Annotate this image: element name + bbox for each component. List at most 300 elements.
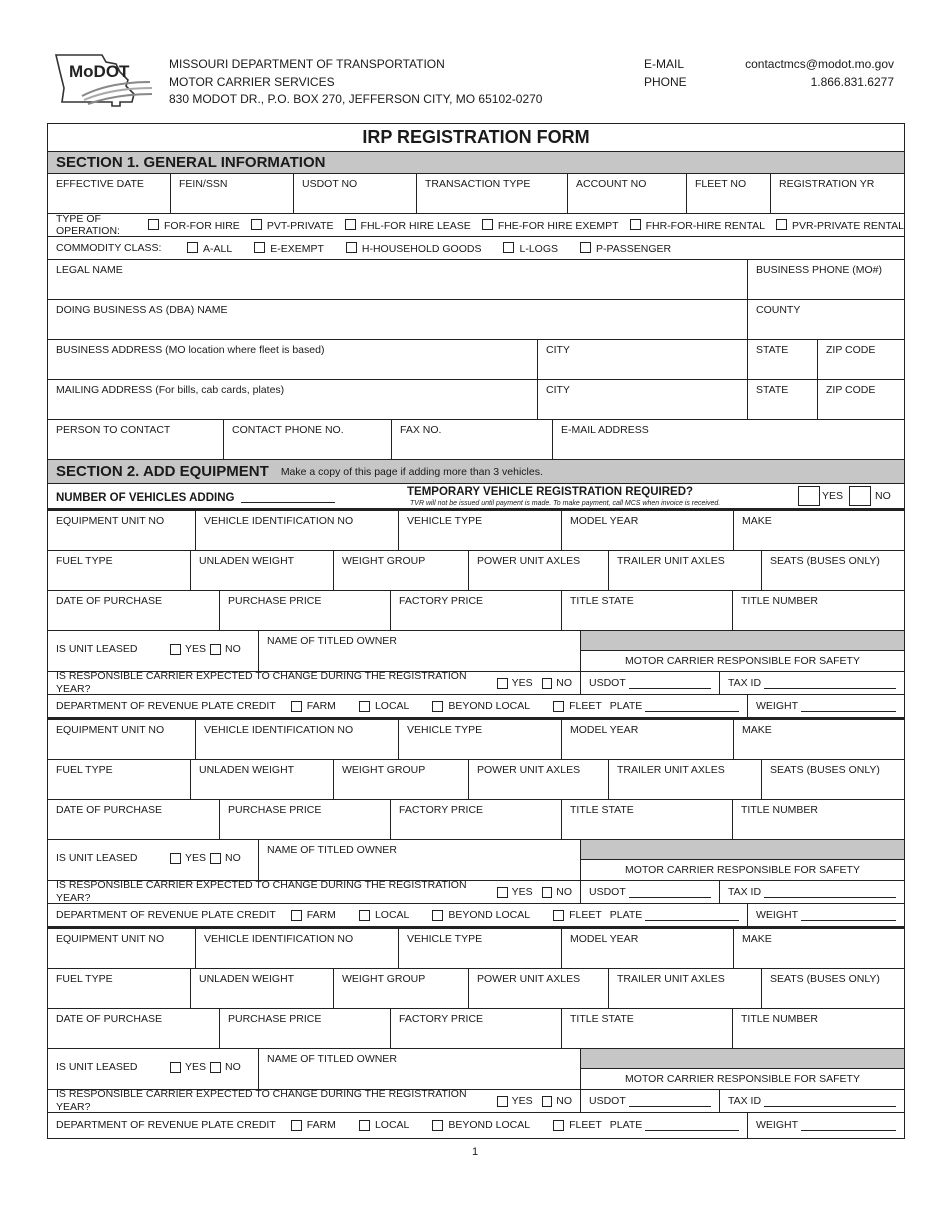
leased-no-label: NO (225, 1060, 241, 1073)
unit-leased (48, 840, 259, 880)
vehicle-row-5 (48, 881, 904, 904)
power-unit-axles-field[interactable] (469, 969, 609, 1008)
checkbox[interactable] (148, 219, 159, 230)
checkbox[interactable] (580, 242, 591, 253)
equipment-unit-field[interactable] (48, 929, 196, 968)
vin-field[interactable] (196, 511, 399, 550)
unit-leased (48, 1049, 259, 1089)
checkbox[interactable] (251, 219, 262, 230)
weight-label: WEIGHT (756, 699, 798, 712)
account-no-field[interactable] (568, 174, 687, 213)
option-label: P-PASSENGER (596, 242, 672, 255)
email-address-label: E-MAIL ADDRESS (561, 424, 649, 436)
equipment-unit-field[interactable] (48, 511, 196, 550)
form-title: IRP REGISTRATION FORM (48, 124, 904, 152)
model-year-label: MODEL YEAR (570, 724, 639, 736)
usdot-field (581, 672, 720, 694)
section2-subtitle: Make a copy of this page if adding more than 3 vehicles. (280, 465, 543, 478)
carrier-change-no-label: NO (556, 676, 572, 689)
vehicle-row-5 (48, 1090, 904, 1113)
checkbox[interactable] (503, 242, 514, 253)
dba-name-label: DOING BUSINESS AS (DBA) NAME (56, 304, 228, 316)
modot-logo (54, 52, 156, 108)
title-state-field[interactable] (562, 800, 733, 839)
tax-id-label: TAX ID (728, 885, 762, 898)
trailer-unit-axles-field[interactable] (609, 551, 762, 590)
leased-no-label: NO (225, 642, 241, 655)
tvr-question: TEMPORARY VEHICLE REGISTRATION REQUIRED? (407, 486, 694, 498)
date-of-purchase-field[interactable] (48, 1009, 220, 1048)
power-unit-axles-field[interactable] (469, 551, 609, 590)
checkbox[interactable] (630, 219, 641, 230)
plate-fleet-checkbox[interactable] (553, 1120, 564, 1131)
plate-input[interactable] (645, 910, 739, 921)
business-city-field[interactable] (538, 340, 748, 379)
fleet-no-label: FLEET NO (695, 178, 747, 190)
power-unit-axles-label: POWER UNIT AXLES (477, 764, 581, 776)
vehicle-type-field[interactable] (399, 720, 562, 759)
checkbox[interactable] (346, 242, 357, 253)
carrier-change-yes-label: YES (511, 885, 533, 898)
tvr-options (798, 486, 891, 506)
factory-price-label: FACTORY PRICE (399, 1013, 484, 1025)
plate-fleet-checkbox[interactable] (553, 910, 564, 921)
vehicle-row-2 (48, 969, 904, 1009)
operation-type-label: TYPE OF OPERATION: (56, 213, 120, 237)
leased-no-checkbox[interactable] (210, 1062, 221, 1073)
state-label: STATE (756, 344, 789, 356)
option-label: A-ALL (203, 242, 233, 255)
plate-farm-checkbox[interactable] (291, 1120, 302, 1131)
commodity-class-row (48, 237, 904, 260)
dba-row (48, 300, 904, 340)
fleet-no-field[interactable] (687, 174, 771, 213)
carrier-change (48, 672, 581, 694)
contact-phone-field[interactable] (224, 420, 392, 459)
tvr-yes-label: YES (822, 490, 844, 502)
plate-farm-checkbox[interactable] (291, 910, 302, 921)
vehicle-row-1 (48, 929, 904, 969)
usdot-field[interactable] (294, 174, 417, 213)
unladen-weight-field[interactable] (191, 969, 334, 1008)
title-state-label: TITLE STATE (570, 595, 634, 607)
plate-local-checkbox[interactable] (359, 1120, 370, 1131)
email-value[interactable]: contactmcs@modot.mo.gov (745, 57, 894, 71)
num-vehicles-input[interactable] (241, 502, 335, 503)
fuel-type-field[interactable] (48, 969, 191, 1008)
leased-no-label: NO (225, 851, 241, 864)
carrier-safety-shading (581, 840, 904, 860)
checkbox[interactable] (482, 219, 493, 230)
make-label: MAKE (742, 933, 772, 945)
weight-field (748, 1113, 904, 1138)
title-number-label: TITLE NUMBER (741, 1013, 819, 1025)
titled-owner-field[interactable] (259, 1049, 581, 1089)
carrier-change (48, 1090, 581, 1112)
option-label: FHR-FOR-HIRE RENTAL (645, 219, 765, 232)
titled-owner-field[interactable] (259, 631, 581, 671)
plate-input[interactable] (645, 701, 739, 712)
title-number-field[interactable] (733, 1009, 904, 1048)
carrier-change-yes-checkbox[interactable] (497, 678, 508, 689)
legal-name-row (48, 260, 904, 300)
fuel-type-field[interactable] (48, 551, 191, 590)
plate-credit-label: DEPARTMENT OF REVENUE PLATE CREDIT (56, 699, 276, 712)
model-year-field[interactable] (562, 511, 734, 550)
effective-date-label: EFFECTIVE DATE (56, 178, 144, 190)
carrier-safety-header (581, 840, 904, 880)
vehicle-row-6 (48, 695, 904, 720)
title-state-field[interactable] (562, 591, 733, 630)
dba-name-field[interactable] (48, 300, 748, 339)
tvr-no-checkbox[interactable] (849, 486, 871, 506)
plate-input[interactable] (645, 1120, 739, 1131)
mailing-address-field[interactable] (48, 380, 538, 419)
vin-label: VEHICLE IDENTIFICATION NO (204, 933, 354, 945)
make-field[interactable] (734, 929, 904, 968)
commodity-class-label: COMMODITY CLASS: (56, 242, 162, 254)
county-field[interactable] (748, 300, 904, 339)
fuel-type-label: FUEL TYPE (56, 555, 113, 567)
agency-address (169, 56, 542, 109)
checkbox[interactable] (254, 242, 265, 253)
usdot-input[interactable] (629, 678, 711, 689)
unit-leased-label: IS UNIT LEASED (56, 1060, 138, 1073)
vehicle-row-5 (48, 672, 904, 695)
fax-field[interactable] (392, 420, 553, 459)
weight-group-field[interactable] (334, 969, 469, 1008)
carrier-change-yes-checkbox[interactable] (497, 1096, 508, 1107)
plate-farm-checkbox[interactable] (291, 701, 302, 712)
titled-owner-label: NAME OF TITLED OWNER (267, 635, 397, 647)
tax-id-input[interactable] (764, 678, 896, 689)
leased-yes-checkbox[interactable] (170, 853, 181, 864)
title-number-label: TITLE NUMBER (741, 595, 819, 607)
carrier-change-label: IS RESPONSIBLE CARRIER EXPECTED TO CHANGE DURING THE REGISTRATION YEAR? (56, 670, 467, 695)
vehicle-type-field[interactable] (399, 511, 562, 550)
unladen-weight-field[interactable] (191, 760, 334, 799)
tax-id-input[interactable] (764, 887, 896, 898)
unit-leased-label: IS UNIT LEASED (56, 851, 138, 864)
option-label: H-HOUSEHOLD GOODS (361, 242, 482, 255)
option-label: FOR-FOR HIRE (163, 219, 240, 232)
factory-price-field[interactable] (391, 800, 562, 839)
logo-text: MoDOT (69, 62, 130, 81)
carrier-change-label: IS RESPONSIBLE CARRIER EXPECTED TO CHANGE DURING THE REGISTRATION YEAR? (56, 1088, 467, 1113)
title-state-label: TITLE STATE (570, 1013, 634, 1025)
plate-credit (48, 695, 748, 717)
purchase-price-field[interactable] (220, 1009, 391, 1048)
vehicle-row-1 (48, 720, 904, 760)
usdot-label: USDOT NO (302, 178, 358, 190)
vehicle-row-6 (48, 1113, 904, 1138)
vehicle-type-label: VEHICLE TYPE (407, 724, 483, 736)
date-of-purchase-field[interactable] (48, 591, 220, 630)
fein-field[interactable] (171, 174, 294, 213)
plate-local-checkbox[interactable] (359, 701, 370, 712)
leased-yes-checkbox[interactable] (170, 1062, 181, 1073)
page-number: 1 (471, 1146, 479, 1158)
vehicle-row-3 (48, 591, 904, 631)
option-label: PVR-PRIVATE RENTAL (791, 219, 904, 232)
transaction-type-label: TRANSACTION TYPE (425, 178, 531, 190)
plate-local-label: LOCAL (374, 908, 410, 921)
make-label: MAKE (742, 724, 772, 736)
title-number-field[interactable] (733, 591, 904, 630)
checkbox[interactable] (345, 219, 356, 230)
plate-beyond-local-checkbox[interactable] (432, 1120, 443, 1131)
leased-no-checkbox[interactable] (210, 644, 221, 655)
leased-yes-checkbox[interactable] (170, 644, 181, 655)
date-of-purchase-field[interactable] (48, 800, 220, 839)
trailer-unit-axles-label: TRAILER UNIT AXLES (617, 973, 725, 985)
option-label: PVT-PRIVATE (266, 219, 334, 232)
usdot-input[interactable] (629, 887, 711, 898)
person-to-contact-field[interactable] (48, 420, 224, 459)
seats-label: SEATS (BUSES ONLY) (770, 973, 880, 985)
vehicle-count-row (48, 484, 904, 511)
plate-farm-label: FARM (306, 908, 336, 921)
vehicle-block (48, 929, 904, 1138)
vehicle-row-6 (48, 904, 904, 929)
plate-local-label: LOCAL (374, 699, 410, 712)
purchase-price-field[interactable] (220, 800, 391, 839)
vehicle-row-4 (48, 1049, 904, 1090)
tvr-yes-checkbox[interactable] (798, 486, 820, 506)
purchase-price-field[interactable] (220, 591, 391, 630)
weight-group-field[interactable] (334, 551, 469, 590)
registration-yr-field[interactable] (771, 174, 904, 213)
trailer-unit-axles-label: TRAILER UNIT AXLES (617, 555, 725, 567)
contact-values (745, 56, 894, 91)
leased-yes-label: YES (185, 851, 207, 864)
registration-yr-label: REGISTRATION YR (779, 178, 875, 190)
unladen-weight-field[interactable] (191, 551, 334, 590)
carrier-change-yes-checkbox[interactable] (497, 887, 508, 898)
agency-name: MISSOURI DEPARTMENT OF TRANSPORTATION (169, 57, 445, 71)
business-zip-field[interactable] (818, 340, 904, 379)
purchase-price-label: PURCHASE PRICE (228, 595, 322, 607)
account-no-label: ACCOUNT NO (576, 178, 647, 190)
tax-id-input[interactable] (764, 1096, 896, 1107)
mailing-address-label: MAILING ADDRESS (For bills, cab cards, plates) (56, 384, 285, 396)
unit-leased (48, 631, 259, 671)
irp-form (47, 123, 905, 1139)
unladen-weight-label: UNLADEN WEIGHT (199, 555, 295, 567)
plate-fleet-checkbox[interactable] (553, 701, 564, 712)
section2-title: SECTION 2. ADD EQUIPMENT (56, 463, 269, 480)
weight-group-label: WEIGHT GROUP (342, 973, 426, 985)
leased-no-checkbox[interactable] (210, 853, 221, 864)
vehicle-type-field[interactable] (399, 929, 562, 968)
unit-leased-label: IS UNIT LEASED (56, 642, 138, 655)
usdot-field (581, 881, 720, 903)
plate-fleet-label: FLEET (569, 699, 602, 712)
make-field[interactable] (734, 720, 904, 759)
business-address-field[interactable] (48, 340, 538, 379)
mailing-state-field[interactable] (748, 380, 818, 419)
unladen-weight-label: UNLADEN WEIGHT (199, 973, 295, 985)
phone-label: PHONE (644, 74, 687, 89)
model-year-label: MODEL YEAR (570, 515, 639, 527)
title-state-field[interactable] (562, 1009, 733, 1048)
section2-header (48, 460, 904, 484)
city-label: CITY (546, 344, 570, 356)
power-unit-axles-field[interactable] (469, 760, 609, 799)
carrier-safety-header (581, 631, 904, 671)
seats-field[interactable] (762, 551, 904, 590)
vehicle-type-label: VEHICLE TYPE (407, 933, 483, 945)
carrier-safety-label: MOTOR CARRIER RESPONSIBLE FOR SAFETY (625, 1072, 860, 1085)
vehicle-row-2 (48, 551, 904, 591)
tax-id-field (720, 1090, 904, 1112)
plate-local-checkbox[interactable] (359, 910, 370, 921)
mailing-zip-field[interactable] (818, 380, 904, 419)
section1-title: SECTION 1. GENERAL INFORMATION (56, 154, 326, 171)
seats-field[interactable] (762, 760, 904, 799)
weight-input[interactable] (801, 701, 896, 712)
business-phone-field[interactable] (748, 260, 904, 299)
checkbox[interactable] (187, 242, 198, 253)
vehicle-block (48, 720, 904, 929)
titled-owner-label: NAME OF TITLED OWNER (267, 844, 397, 856)
option-label: E-EXEMPT (270, 242, 324, 255)
equipment-unit-label: EQUIPMENT UNIT NO (56, 933, 165, 945)
mailing-address-row (48, 380, 904, 420)
plate-credit (48, 904, 748, 926)
model-year-field[interactable] (562, 720, 734, 759)
vin-label: VEHICLE IDENTIFICATION NO (204, 515, 354, 527)
plate-beyond-local-checkbox[interactable] (432, 701, 443, 712)
equipment-unit-field[interactable] (48, 720, 196, 759)
city-label: CITY (546, 384, 570, 396)
weight-label: WEIGHT (756, 1119, 798, 1131)
num-vehicles (56, 492, 335, 504)
titled-owner-field[interactable] (259, 840, 581, 880)
factory-price-field[interactable] (391, 1009, 562, 1048)
weight-input[interactable] (801, 1120, 896, 1131)
vin-label: VEHICLE IDENTIFICATION NO (204, 724, 354, 736)
carrier-change-no-checkbox[interactable] (542, 1096, 553, 1107)
factory-price-label: FACTORY PRICE (399, 595, 484, 607)
trailer-unit-axles-label: TRAILER UNIT AXLES (617, 764, 725, 776)
business-state-field[interactable] (748, 340, 818, 379)
vehicle-row-3 (48, 800, 904, 840)
vin-field[interactable] (196, 720, 399, 759)
make-field[interactable] (734, 511, 904, 550)
plate-local-label: LOCAL (374, 1119, 410, 1131)
carrier-change-no-label: NO (556, 885, 572, 898)
carrier-safety-shading (581, 1049, 904, 1069)
weight-field (748, 904, 904, 926)
usdot-input[interactable] (629, 1096, 711, 1107)
plate-credit (48, 1113, 748, 1138)
tvr-no-label: NO (875, 490, 891, 502)
leased-yes-label: YES (185, 1060, 207, 1073)
state-label: STATE (756, 384, 789, 396)
zip-label: ZIP CODE (826, 384, 876, 396)
mailing-city-field[interactable] (538, 380, 748, 419)
email-address-field[interactable] (553, 420, 904, 459)
weight-group-field[interactable] (334, 760, 469, 799)
vehicle-row-4 (48, 631, 904, 672)
usdot-label: USDOT (589, 885, 626, 898)
vehicle-row-1 (48, 511, 904, 551)
email-label: E-MAIL (644, 57, 685, 71)
seats-label: SEATS (BUSES ONLY) (770, 555, 880, 567)
effective-date-field[interactable] (48, 174, 171, 213)
tax-id-field (720, 881, 904, 903)
carrier-change (48, 881, 581, 903)
title-number-field[interactable] (733, 800, 904, 839)
fuel-type-field[interactable] (48, 760, 191, 799)
date-of-purchase-label: DATE OF PURCHASE (56, 804, 162, 816)
business-address-label: BUSINESS ADDRESS (MO location where fleet is based) (56, 344, 325, 356)
contact-row (48, 420, 904, 460)
titled-owner-label: NAME OF TITLED OWNER (267, 1053, 397, 1065)
operation-type-row (48, 214, 904, 237)
county-label: COUNTY (756, 304, 801, 316)
vehicle-type-label: VEHICLE TYPE (407, 515, 483, 527)
carrier-safety-shading (581, 631, 904, 651)
plate-label: PLATE (609, 908, 643, 921)
legal-name-field[interactable] (48, 260, 748, 299)
carrier-safety-header (581, 1049, 904, 1089)
carrier-change-no-checkbox[interactable] (542, 678, 553, 689)
leased-yes-label: YES (185, 642, 207, 655)
factory-price-field[interactable] (391, 591, 562, 630)
plate-beyond-local-checkbox[interactable] (432, 910, 443, 921)
carrier-safety-label: MOTOR CARRIER RESPONSIBLE FOR SAFETY (625, 654, 860, 667)
unladen-weight-label: UNLADEN WEIGHT (199, 764, 295, 776)
tax-id-field (720, 672, 904, 694)
zip-label: ZIP CODE (826, 344, 876, 356)
option-label: FHE-FOR HIRE EXEMPT (497, 219, 619, 232)
fuel-type-label: FUEL TYPE (56, 764, 113, 776)
model-year-label: MODEL YEAR (570, 933, 639, 945)
checkbox[interactable] (776, 219, 787, 230)
transaction-type-field[interactable] (417, 174, 568, 213)
equipment-unit-label: EQUIPMENT UNIT NO (56, 515, 165, 527)
power-unit-axles-label: POWER UNIT AXLES (477, 973, 581, 985)
person-to-contact-label: PERSON TO CONTACT (56, 424, 171, 436)
plate-farm-label: FARM (306, 1119, 336, 1131)
vehicle-row-3 (48, 1009, 904, 1049)
seats-field[interactable] (762, 969, 904, 1008)
power-unit-axles-label: POWER UNIT AXLES (477, 555, 581, 567)
weight-input[interactable] (801, 910, 896, 921)
equipment-unit-label: EQUIPMENT UNIT NO (56, 724, 165, 736)
plate-credit-label: DEPARTMENT OF REVENUE PLATE CREDIT (56, 908, 276, 921)
vehicle-blocks (48, 511, 904, 1138)
trailer-unit-axles-field[interactable] (609, 969, 762, 1008)
vin-field[interactable] (196, 929, 399, 968)
page-header (0, 0, 950, 122)
option-label: L-LOGS (519, 242, 558, 255)
carrier-change-no-checkbox[interactable] (542, 887, 553, 898)
model-year-field[interactable] (562, 929, 734, 968)
date-of-purchase-label: DATE OF PURCHASE (56, 1013, 162, 1025)
trailer-unit-axles-field[interactable] (609, 760, 762, 799)
usdot-field (581, 1090, 720, 1112)
business-address-row (48, 340, 904, 380)
vehicle-row-4 (48, 840, 904, 881)
section1-header (48, 152, 904, 174)
carrier-change-yes-label: YES (511, 676, 533, 689)
vehicle-block (48, 511, 904, 720)
fax-label: FAX NO. (400, 424, 442, 436)
tax-id-label: TAX ID (728, 676, 762, 689)
